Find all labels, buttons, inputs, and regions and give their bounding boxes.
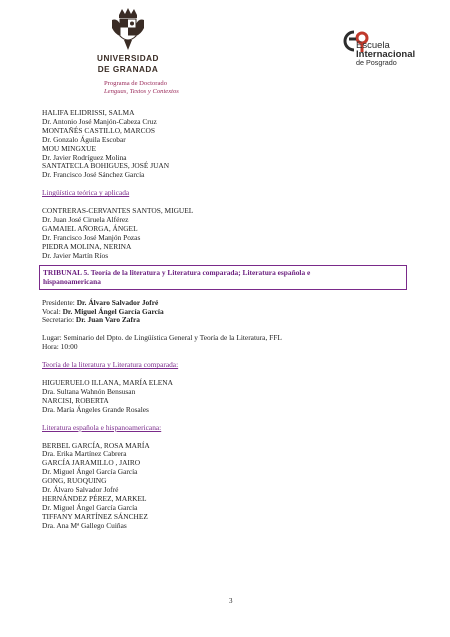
list-item: SANTATECLA BOHIGUES, JOSÉ JUAN bbox=[42, 161, 170, 171]
list-item: Dra. Ana Mª Gallego Cuiñas bbox=[42, 520, 127, 530]
section-heading-espanola: Literatura española e hispanoamericana: bbox=[42, 422, 162, 432]
school-name-line3: de Posgrado bbox=[356, 58, 397, 67]
presidente-name: Dr. Álvaro Salvador Jofré bbox=[76, 297, 159, 307]
espanola-list bbox=[42, 442, 412, 531]
school-name-line2: Internacional bbox=[356, 49, 416, 60]
list-item: GARCÍA JARAMILLO , JAIRO bbox=[42, 458, 141, 468]
school-name bbox=[356, 41, 415, 67]
section-heading-linguistica: Lingüística teórica y aplicada bbox=[42, 188, 130, 198]
list-item: Dr. Juan José Ciruela Alférez bbox=[42, 215, 129, 225]
secretario-name: Dr. Juan Varo Zafra bbox=[75, 315, 140, 325]
document-body bbox=[42, 109, 412, 531]
page-header bbox=[0, 0, 450, 108]
linguistica-list bbox=[42, 207, 412, 260]
secretario-label: Secretario: bbox=[42, 315, 76, 325]
committee-secretario bbox=[42, 316, 412, 325]
list-item: HIGUERUELO ILLANA, MARÍA ELENA bbox=[42, 378, 173, 388]
list-item: Dra. Sultana Wahnón Bensusan bbox=[42, 386, 136, 396]
program-subtitle: Lenguas, Textos y Contextos bbox=[104, 87, 179, 95]
university-logo bbox=[86, 6, 170, 74]
list-item: Dra. María Ángeles Grande Rosales bbox=[42, 404, 149, 414]
list-item: Dr. Álvaro Salvador Jofré bbox=[42, 485, 119, 495]
program-title: Programa de Doctorado bbox=[104, 80, 167, 87]
time-line: Hora: 10:00 bbox=[42, 342, 78, 352]
list-item: MONTAÑÉS CASTILLO, MARCOS bbox=[42, 125, 155, 135]
list-item: Dr. Antonio José Manjón-Cabeza Cruz bbox=[42, 116, 157, 126]
list-item: Dr. Miguel Ángel García García bbox=[42, 502, 138, 512]
list-item: MOU MINGXUE bbox=[42, 143, 96, 153]
list-item: NARCISI, ROBERTA bbox=[42, 395, 109, 405]
list-item: BERBEL GARCÍA, ROSA MARÍA bbox=[42, 440, 150, 450]
list-item: HALIFA ELIDRISSI, SALMA bbox=[42, 108, 135, 117]
presidente-label: Presidente: bbox=[42, 297, 77, 307]
tribunal-title-line1: TRIBUNAL 5. Teoría de la literatura y Literatura comparada; Literatura española e bbox=[43, 267, 311, 277]
teoria-list bbox=[42, 379, 412, 415]
university-name-line1: UNIVERSIDAD bbox=[97, 54, 159, 63]
doctoral-program bbox=[104, 80, 179, 95]
list-item: HERNÁNDEZ PÉREZ, MARKEL bbox=[42, 494, 147, 503]
list-item: Dra. Erika Martínez Cabrera bbox=[42, 449, 127, 459]
university-name-line2: DE GRANADA bbox=[97, 65, 159, 74]
tribunal-title-line2: hispanoamericana bbox=[43, 276, 101, 286]
list-item: Dr. Gonzalo Águila Escobar bbox=[42, 134, 126, 144]
top-list bbox=[42, 109, 412, 180]
section-heading-teoria: Teoría de la literatura y Literatura comparada: bbox=[42, 360, 179, 370]
list-item: Dr. Javier Rodríguez Molina bbox=[42, 152, 127, 162]
list-item: Dr. Francisco José Manjón Pozas bbox=[42, 232, 141, 242]
school-name-line1: Escuela bbox=[356, 40, 390, 51]
list-item: PIEDRA MOLINA, NERINA bbox=[42, 241, 132, 251]
list-item: TIFFANY MARTÍNEZ SÁNCHEZ bbox=[42, 511, 148, 521]
list-item: Dr. Javier Martín Ríos bbox=[42, 250, 109, 260]
list-item: Dr. Francisco José Sánchez García bbox=[42, 170, 145, 180]
tribunal-heading-box bbox=[39, 265, 407, 290]
vocal-name: Dr. Miguel Ángel García García bbox=[62, 306, 164, 316]
list-item: GAMAIEL AÑORGA, ÁNGEL bbox=[42, 223, 138, 233]
list-item: CONTRERAS-CERVANTES SANTOS, MIGUEL bbox=[42, 206, 194, 216]
university-crest-icon bbox=[111, 6, 145, 52]
page-number: 3 bbox=[229, 597, 233, 605]
list-item: GONG, RUOQUING bbox=[42, 476, 107, 486]
venue-line: Lugar: Seminario del Dpto. de Lingüística General y Teoría de la Literatura, FFL bbox=[42, 333, 282, 343]
vocal-label: Vocal: bbox=[42, 306, 63, 316]
list-item: Dr. Miguel Ángel García García bbox=[42, 467, 138, 477]
committee bbox=[42, 299, 412, 326]
